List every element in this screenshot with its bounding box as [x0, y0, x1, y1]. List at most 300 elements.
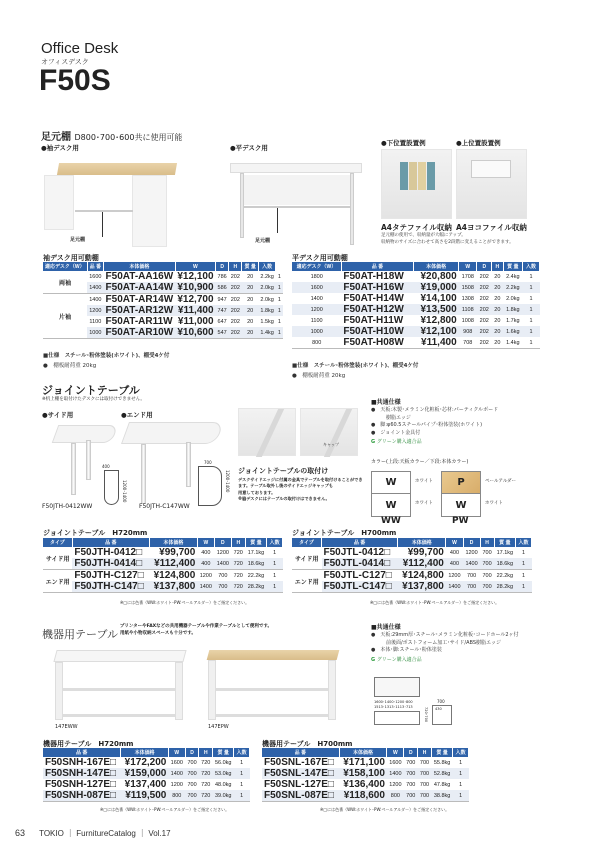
cell-price: ¥124,800: [402, 570, 444, 581]
cell: 2.4kg: [506, 273, 520, 280]
cell-code: F50JTL-0412□: [323, 547, 391, 558]
table-row: [292, 581, 532, 593]
cell: 1.4kg: [258, 327, 276, 339]
cell: 400: [449, 549, 460, 556]
edge: [324, 409, 352, 457]
table-header-row: [43, 748, 250, 757]
green-label: グリーン購入適合品: [376, 439, 422, 445]
cell: 202: [477, 282, 492, 293]
cell-code: F50SNL-127E□: [264, 779, 334, 790]
cell-price: ¥19,000: [414, 282, 459, 293]
cell: 400: [201, 549, 211, 556]
col-header: 本体価格: [398, 538, 446, 547]
cell: 2.0kg: [260, 296, 274, 303]
cell: 1400: [463, 558, 480, 570]
swatch-top: P: [442, 472, 480, 494]
desk-top-white: [230, 163, 362, 173]
cell-price: ¥12,700: [177, 294, 214, 305]
cell: 20: [492, 337, 503, 349]
joint-note: ※机上棚を取付けたデスクには取付けできません。: [42, 397, 145, 402]
footrest-callout: 足元棚: [255, 238, 271, 244]
side-model: F50JTH-0412WW: [42, 503, 93, 510]
cell-price: ¥124,800: [153, 570, 196, 581]
green-purchase-icon: G: [371, 439, 376, 445]
cell: 1400: [168, 768, 185, 779]
file-beige: [409, 162, 417, 190]
spec-item: ● 天板:木製･メラミン化粧板･芯材:パーティクルボード: [371, 407, 499, 413]
cell: 55.8kg: [433, 759, 451, 766]
side-dim-w: 400: [102, 464, 110, 469]
cell-code: F50JTL-C147□: [322, 581, 398, 593]
swatch-top: W: [372, 472, 410, 494]
flat-table-title: 平デスク用可動棚: [292, 254, 348, 262]
group-label: エンド用: [292, 570, 322, 593]
cell-code: F50SNH-147E□: [43, 768, 121, 779]
cell-price: ¥171,100: [343, 757, 385, 768]
flat-desk-label: ●平デスク用: [230, 144, 268, 152]
cell: 647: [217, 318, 227, 325]
cell: 700: [419, 759, 430, 766]
shelf: [216, 688, 328, 691]
col-header: 品 番: [87, 262, 103, 271]
col-header: D: [185, 748, 199, 757]
equipment-heading: 機器用テーブル: [42, 628, 119, 641]
col-header: H: [229, 262, 242, 271]
joint-h700-footnote: ※□には色番（WW:ホワイト･PW:ペールアルダー）をご指定ください。: [370, 600, 500, 605]
cell: 1: [276, 282, 283, 294]
col-header: 適応デスク（W）: [292, 262, 341, 271]
cell: 1: [277, 273, 281, 280]
attach-photo-2: [300, 408, 358, 456]
cell-code: F50JTL-0414□: [322, 558, 398, 570]
cell-code: F50JTH-0412□: [74, 547, 143, 558]
swatch-pw-code: PW: [452, 516, 469, 526]
col-header: 本体価格: [121, 748, 168, 757]
cell: 700: [419, 781, 430, 788]
flat-desk-image: [225, 155, 370, 250]
table-row: [43, 558, 283, 570]
modesty-panel: [244, 175, 350, 205]
cell-price: ¥119,500: [121, 790, 168, 802]
cell-code: F50SNL-147E□: [262, 768, 339, 779]
cell-price: ¥112,400: [398, 558, 446, 570]
file-blue: [427, 162, 435, 190]
table-row: [43, 271, 283, 282]
equip-h700-footnote: ※□には色番（WW:ホワイト･PW:ペールアルダー）をご指定ください。: [320, 807, 450, 812]
top-white: [53, 650, 186, 662]
cell: 20: [494, 317, 501, 324]
col-header: 本体価格: [149, 538, 197, 547]
equip-h700-table: [262, 748, 469, 802]
cell: 1708: [461, 273, 474, 280]
cell: 720: [231, 581, 245, 593]
cell: 700: [404, 790, 418, 802]
cell: 1200: [170, 781, 183, 788]
cell: 1200: [448, 572, 461, 579]
cell-price: ¥10,600: [175, 327, 215, 339]
cell-price: ¥11,000: [177, 316, 214, 327]
cell: 22.2kg: [496, 572, 514, 579]
attach-photo-1: [238, 408, 296, 456]
title-en: Office Desk: [41, 40, 119, 57]
cell: 586: [216, 282, 229, 294]
equip-h720-table: [43, 748, 250, 802]
shelf: [63, 714, 175, 717]
cell-code: F50JTL-C127□: [323, 570, 392, 581]
cell: 700: [185, 790, 199, 802]
table-row: [292, 570, 532, 582]
col-header: 本体価格: [414, 262, 459, 271]
cell-code: F50SNH-127E□: [45, 779, 117, 790]
cell: 747: [216, 305, 229, 316]
equipment-desc: [120, 624, 272, 638]
cell-code: F50AT-AA16W: [105, 271, 174, 282]
side-table-leg: [71, 443, 76, 495]
cell: 202: [479, 317, 489, 324]
cell-price: ¥20,800: [420, 271, 457, 282]
cell: 1400: [87, 282, 103, 294]
cell-price: ¥13,500: [414, 304, 459, 315]
cell: 1: [459, 759, 463, 766]
equipment-white-image: [55, 650, 185, 720]
callout-line: [277, 208, 278, 233]
file-box: [471, 160, 511, 178]
joint-h720-table: [43, 538, 283, 593]
cell: 1200: [465, 549, 478, 556]
cell-price: ¥172,200: [124, 757, 167, 768]
table-header-row: [292, 262, 540, 271]
footrest-shelf: [75, 210, 133, 212]
attach-title: ジョイントテーブルの取付け: [238, 467, 329, 475]
side-panel: [175, 662, 183, 720]
side-table-plan: [104, 470, 119, 505]
col-header: D: [404, 748, 418, 757]
equipment-white-model: 147EWW: [55, 724, 78, 730]
model-name: F50S: [39, 64, 111, 97]
cell-price: ¥99,700: [159, 547, 196, 558]
cell-price: ¥137,400: [124, 779, 167, 790]
sleeve-load: ● 棚板耐荷重 20kg: [43, 363, 97, 369]
cell: 700: [482, 549, 492, 556]
cell: 1400: [310, 295, 323, 302]
right-pedestal: [132, 175, 167, 247]
cell-price: ¥159,000: [121, 768, 168, 779]
side-panel: [55, 662, 63, 720]
cell-price: ¥12,800: [420, 315, 457, 326]
joint-h720-footnote: ※□には色番（WW:ホワイト･PW:ペールアルダー）をご指定ください。: [120, 600, 250, 605]
cell: 700: [406, 781, 416, 788]
cell: 1400: [446, 581, 463, 593]
cell: 720: [201, 781, 211, 788]
table-row: [43, 547, 283, 558]
col-header: 入数: [234, 748, 250, 757]
cell: 1.4kg: [503, 337, 523, 349]
cell: 786: [217, 273, 227, 280]
example-upper-photo: [456, 149, 527, 219]
cell: 1: [277, 318, 281, 325]
table-row: [292, 271, 540, 282]
col-header: D: [216, 262, 229, 271]
cell: 17.1kg: [496, 549, 514, 556]
edge: [256, 409, 284, 457]
cell-code: F50SNH-087E□: [43, 790, 121, 802]
cell-code: F50AT-H11W: [343, 315, 404, 326]
dims-inner: 1513･1313･1113･713: [374, 705, 413, 709]
table-row: [292, 337, 540, 349]
table-row: [292, 282, 540, 293]
table-header-row: [292, 538, 532, 547]
cell: 1: [267, 558, 283, 570]
col-header: W: [168, 748, 185, 757]
cell: 202: [479, 295, 489, 302]
cell: 1600: [89, 273, 102, 280]
equipment-desc-1: プリンターやFAXなどの共用機器テーブルや作業テーブルとして便利です。: [120, 624, 272, 629]
cell: 1: [529, 317, 533, 324]
cell-code: F50JTH-0414□: [72, 558, 149, 570]
table-row: [43, 581, 283, 593]
dims-d: 700: [437, 699, 445, 704]
table-row: [292, 547, 532, 558]
cell: 202: [230, 318, 240, 325]
cell-price: ¥12,100: [414, 326, 459, 337]
cell: 1200: [216, 549, 229, 556]
cell-code: F50AT-H12W: [341, 304, 413, 315]
cell-code: F50AT-AR12W: [104, 305, 176, 316]
cell: 2.0kg: [506, 295, 520, 302]
cell: 1.5kg: [260, 318, 274, 325]
cell: 48.0kg: [214, 781, 232, 788]
table-row: [43, 768, 250, 779]
cell: 1400: [214, 558, 231, 570]
cell: 20: [492, 304, 503, 315]
table-row: [262, 779, 469, 790]
cell: 700: [404, 768, 418, 779]
table-row: [43, 294, 283, 306]
cell-code: F50AT-H08W: [341, 337, 413, 349]
cell: 1108: [459, 304, 477, 315]
cell: 53.0kg: [213, 768, 234, 779]
joint-h700-title: ジョイントテーブル H700mm: [292, 529, 397, 537]
cell: 800: [292, 337, 341, 349]
swatch-ww-top-name: ホワイト: [415, 479, 433, 484]
swatch-pw-body-name: ホワイト: [485, 501, 503, 506]
cell: 1: [459, 781, 463, 788]
footrest-callout: 足元棚: [70, 237, 86, 243]
cell-code: F50SNL-167E□: [264, 757, 334, 768]
cell: 800: [168, 790, 185, 802]
cell: 1000: [292, 326, 341, 337]
cell: 202: [229, 327, 242, 339]
spec-item: ● ジョイント金具付: [371, 429, 421, 436]
equip-h700-title: 機器用テーブル H700mm: [262, 740, 353, 748]
flat-load: ● 棚板耐荷重 20kg: [292, 373, 346, 379]
equip-h720-footnote: ※□には色番（WW:ホワイト･PW:ペールアルダー）をご指定ください。: [100, 807, 230, 812]
col-header: W: [387, 748, 404, 757]
cell-price: ¥137,800: [398, 581, 446, 593]
cell: 1: [516, 581, 532, 593]
caption-text-1: 足元棚の使用で、収納量が大幅にアップ。: [381, 233, 466, 238]
table-row: [292, 558, 532, 570]
cell: 1200: [199, 572, 212, 579]
cell: 1400: [89, 296, 102, 303]
cell: 202: [477, 326, 492, 337]
cell: 1000: [87, 327, 103, 339]
cell: 700: [418, 790, 432, 802]
col-header: 品 番: [341, 262, 413, 271]
table-row: [262, 790, 469, 802]
swatch-body: W: [455, 499, 467, 511]
cell-price: ¥11,400: [414, 337, 459, 349]
cell: 1: [529, 273, 533, 280]
cell-price: ¥12,100: [177, 271, 214, 282]
cell: 700: [482, 572, 492, 579]
cell: 202: [477, 304, 492, 315]
col-header: 品 番: [322, 538, 398, 547]
cell: 202: [230, 296, 240, 303]
cell-code: F50AT-AR11W: [105, 316, 173, 327]
table-row: [43, 570, 283, 582]
spec-item: ● 本体･脚:スチール･粉体塗装: [371, 647, 442, 653]
table-header-row: [262, 748, 469, 757]
cell: 700: [187, 759, 197, 766]
cell: 1308: [461, 295, 474, 302]
cell-code: F50SNH-167E□: [45, 757, 117, 768]
cell-code: F50AT-H10W: [341, 326, 413, 337]
shelf: [216, 714, 328, 717]
footrest-heading-text: 足元棚: [41, 132, 71, 143]
cell: 1: [276, 327, 283, 339]
cell: 202: [230, 273, 240, 280]
spec-item: 樹脂エッジ: [371, 414, 411, 421]
sleeve-spec: ■仕様 スチール･粉体塗装(ホワイト)、棚受4ケ付: [43, 353, 170, 359]
cell: 20: [247, 273, 254, 280]
end-table-leg: [186, 442, 191, 487]
title-jp: オフィスデスク: [41, 58, 89, 66]
col-header: H: [492, 262, 503, 271]
flat-shelf-table: [292, 262, 540, 349]
table-row: [43, 757, 250, 768]
col-header: 入数: [258, 262, 276, 271]
cell-code: F50AT-H14W: [343, 293, 404, 304]
cell: 1200: [87, 305, 103, 316]
dims-w: 1600･1400･1200･800: [374, 700, 413, 704]
col-header: 入数: [267, 538, 283, 547]
cell: 1600: [389, 759, 402, 766]
joint-green: [371, 438, 422, 445]
shelf: [63, 688, 175, 691]
cell: 1: [453, 790, 469, 802]
table-row: [292, 304, 540, 315]
cell: 700: [480, 558, 494, 570]
attach-text: [238, 477, 363, 502]
cell: 28.2kg: [245, 581, 267, 593]
cell: 1: [234, 768, 250, 779]
attach-text-1: デスクサイドエッジに付属の金具でテーブルを取付けることができます。テーブル取外し後のサイドエッジキャップも: [238, 477, 363, 489]
col-header: 本体価格: [339, 748, 387, 757]
joint-h700-table: [292, 538, 532, 593]
cell: 52.8kg: [431, 768, 452, 779]
table-row: [262, 757, 469, 768]
cell: 1: [529, 295, 533, 302]
color-title: カラー(上段:天板カラー／下段:本体カラー): [371, 459, 469, 465]
col-header: H: [480, 538, 494, 547]
equip-h720-title: 機器用テーブル H720mm: [43, 740, 134, 748]
side-panel: [208, 660, 216, 720]
cell: 700: [185, 768, 199, 779]
swatch-ww: [371, 471, 411, 517]
cell: 1: [240, 759, 244, 766]
equipment-spec-title: ■共通仕様: [371, 624, 401, 631]
flat-spec: ■仕様 スチール･粉体塗装(ホワイト)、棚受4ケ付: [292, 363, 419, 369]
side-table-leg: [86, 440, 91, 480]
cell: 700: [214, 581, 231, 593]
cell: 1600: [292, 282, 341, 293]
cell: 1200: [389, 781, 402, 788]
cell-price: ¥136,400: [343, 779, 385, 790]
file-blue: [400, 162, 408, 190]
cell-code: F50JTH-C147□: [72, 581, 149, 593]
table-row: [262, 768, 469, 779]
cell-price: ¥14,100: [420, 293, 457, 304]
cell: 1600: [170, 759, 183, 766]
cell: 20: [247, 296, 254, 303]
cell: 1: [267, 581, 283, 593]
equipment-desc-2: 用紙や小物収納スペースも十分です。: [120, 630, 196, 636]
side-dim-d: 1200･1400: [122, 480, 127, 503]
col-header: D: [463, 538, 480, 547]
cell-code: F50AT-H16W: [341, 282, 413, 293]
cell: 20: [242, 282, 258, 294]
cell-code: F50AT-H18W: [343, 271, 404, 282]
cell-price: ¥11,400: [175, 305, 215, 316]
col-header: 入数: [523, 262, 540, 271]
cell: 1100: [89, 318, 102, 325]
cell: 1: [453, 768, 469, 779]
caption-upper: A4ヨコファイル収納: [456, 223, 527, 232]
example-lower-photo: [381, 149, 452, 219]
col-header: W: [175, 262, 215, 271]
table-header-row: [43, 538, 283, 547]
cell: 1: [273, 549, 277, 556]
cell: 20: [242, 327, 258, 339]
col-header: D: [214, 538, 231, 547]
col-header: W: [197, 538, 214, 547]
cell: 547: [216, 327, 229, 339]
callout-line: [102, 212, 103, 237]
group-label: エンド用: [43, 570, 72, 593]
footrest-heading-sub: D800･700･600共に使用可能: [74, 133, 183, 142]
cell: 1: [523, 282, 540, 293]
cell: 700: [480, 581, 494, 593]
cell: 700: [463, 581, 480, 593]
group-label: 両袖: [43, 271, 87, 294]
cell: 1200: [292, 304, 341, 315]
cell: 18.6kg: [245, 558, 267, 570]
cell: 720: [233, 572, 243, 579]
group-label: サイド用: [292, 547, 322, 570]
sleeve-desk-label: ●袖デスク用: [41, 144, 79, 152]
swatch-body: W: [385, 499, 397, 511]
cell: 17.1kg: [247, 549, 265, 556]
footrest-shelf: [244, 206, 350, 208]
equipment-green: [371, 656, 422, 663]
cell: 56.0kg: [214, 759, 232, 766]
side-panel: [328, 660, 336, 720]
cell: 1800: [310, 273, 323, 280]
joint-h720-title: ジョイントテーブル H720mm: [43, 529, 148, 537]
swatch-pw: [441, 471, 481, 517]
cell: 20: [494, 273, 501, 280]
